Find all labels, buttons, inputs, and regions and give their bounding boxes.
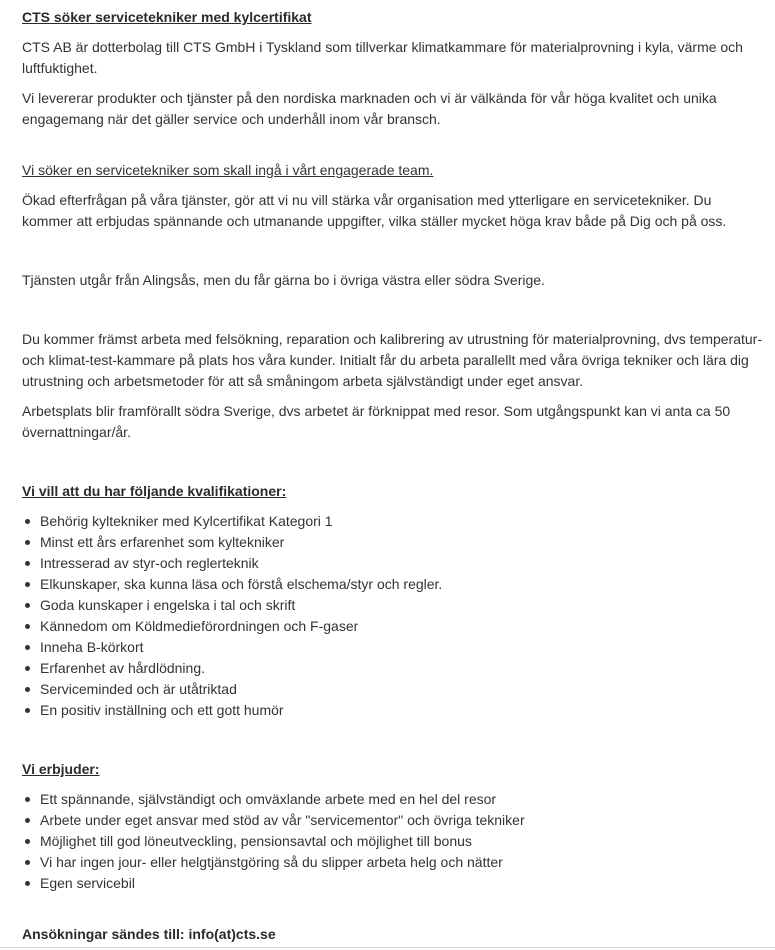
- list-item: Erfarenhet av hårdlödning.: [40, 658, 762, 679]
- qualifications-list: [22, 511, 762, 721]
- offer-list: [22, 789, 762, 894]
- seeking-heading: Vi söker en servicetekniker som skall ingå i vårt engagerade team.: [22, 162, 434, 178]
- intro-paragraph-1: CTS AB är dotterbolag till CTS GmbH i Tyskland som tillverkar klimatkammare för materialprovning i kyla, värme och luftfuktighet.: [22, 39, 743, 76]
- seeking-paragraph: Ökad efterfrågan på våra tjänster, gör att vi nu vill stärka vår organisation med ytterligare en servicetekniker. Du kommer att erbjudas spännande och utmanande uppgifter, vilka ställer mycket höga krav både på Dig och på oss.: [22, 192, 727, 229]
- list-item: Möjlighet till god löneutveckling, pensionsavtal och möjlighet till bonus: [40, 831, 762, 852]
- list-item: Inneha B-körkort: [40, 637, 762, 658]
- job-posting: [22, 7, 762, 945]
- list-item: Kännedom om Köldmedieförordningen och F-gaser: [40, 616, 762, 637]
- list-item: Vi har ingen jour- eller helgtjänstgöring så du slipper arbeta helg och nätter: [40, 852, 762, 873]
- list-item: En positiv inställning och ett gott humör: [40, 700, 762, 721]
- qualifications-heading: Vi vill att du har följande kvalifikationer:: [22, 483, 287, 499]
- location-paragraph: Tjänsten utgår från Alingsås, men du får gärna bo i övriga västra eller södra Sverige.: [22, 272, 545, 288]
- applications-contact: Ansökningar sändes till: info(at)cts.se: [22, 926, 276, 942]
- list-item: Minst ett års erfarenhet som kyltekniker: [40, 532, 762, 553]
- list-item: Ett spännande, självständigt och omväxlande arbete med en hel del resor: [40, 789, 762, 810]
- list-item: Goda kunskaper i engelska i tal och skrift: [40, 595, 762, 616]
- work-paragraph-1: Du kommer främst arbeta med felsökning, reparation och kalibrering av utrustning för materialprovning, dvs temperatur- och klimat-test-kammare på plats hos våra kunder. Initialt får du arbeta parallellt med våra övriga tekniker och lära dig utrustning och arbetsmetoder för att så småningom arbeta självständigt under eget ansvar.: [22, 331, 762, 389]
- list-item: Elkunskaper, ska kunna läsa och förstå elschema/styr och regler.: [40, 574, 762, 595]
- offer-heading: Vi erbjuder:: [22, 761, 100, 777]
- list-item: Behörig kyltekniker med Kylcertifikat Kategori 1: [40, 511, 762, 532]
- list-item: Arbete under eget ansvar med stöd av vår "servicementor" och övriga tekniker: [40, 810, 762, 831]
- list-item: Intresserad av styr-och reglerteknik: [40, 553, 762, 574]
- list-item: Egen servicebil: [40, 873, 762, 894]
- list-item: Serviceminded och är utåtriktad: [40, 679, 762, 700]
- work-paragraph-2: Arbetsplats blir framförallt södra Sverige, dvs arbetet är förknippat med resor. Som utgångspunkt kan vi anta ca 50 övernattningar/år.: [22, 403, 731, 440]
- intro-paragraph-2: Vi levererar produkter och tjänster på den nordiska marknaden och vi är välkända för vår höga kvalitet och unika engagemang när det gäller service och underhåll inom vår bransch.: [22, 90, 717, 127]
- bottom-divider: [0, 947, 775, 948]
- page-title: CTS söker servicetekniker med kylcertifikat: [22, 9, 312, 25]
